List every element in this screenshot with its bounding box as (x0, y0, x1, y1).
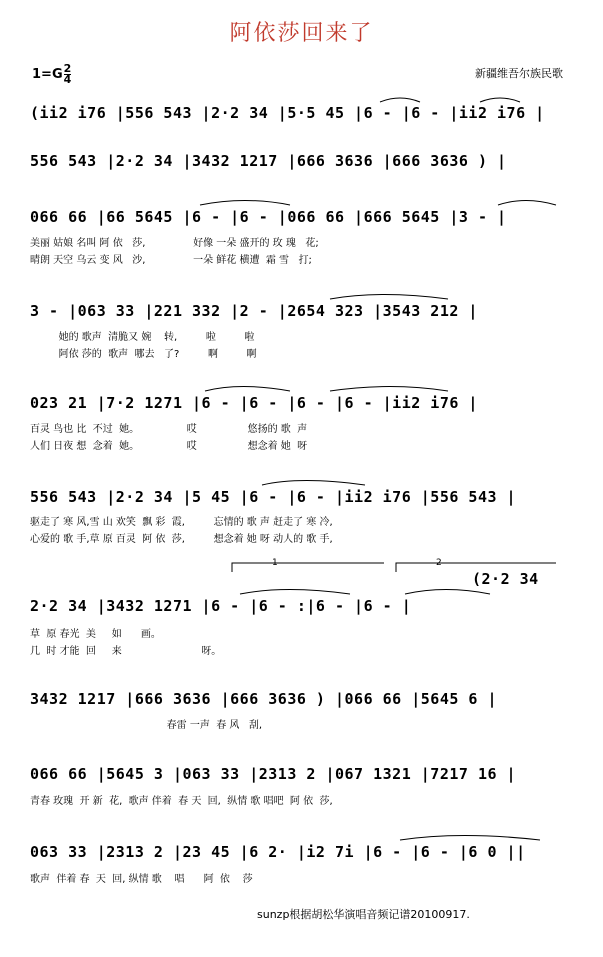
score-row-3: 066 66 |66 5645 |6 - |6 - |066 66 |666 5645 |3 - | (30, 208, 507, 226)
score-row-4: 3 - |063 33 |221 332 |2 - |2654 323 |3543 212 | (30, 302, 478, 320)
score-row-5: 023 21 |7·2 1271 |6 - |6 - |6 - |6 - |ii2 i76 | (30, 394, 478, 412)
lyrics-row-9: 青春 玫瑰 开 新 花, 歌声 伴着 春 天 回, 纵情 歌 唱吧 阿 依 莎, (30, 796, 333, 807)
slur (498, 201, 556, 206)
time-signature (64, 64, 72, 85)
slur (400, 836, 540, 841)
score-row-1: (ii2 i76 |556 543 |2·2 34 |5·5 45 |6 - |6 - |ii2 i76 | (30, 104, 545, 122)
key-signature (32, 64, 71, 85)
transcription-credit: sunzp根据胡松华演唱音频记谱20100917. (257, 908, 470, 921)
volta-bracket-1 (232, 563, 384, 572)
slur (262, 481, 365, 486)
score-row-8: 3432 1217 |666 3636 |666 3636 ) |066 66 |5645 6 | (30, 690, 498, 708)
lyrics-row-3-verse-2: 晴朗 天空 乌云 变 风 沙, 一朵 鲜花 横遭 霜 雪 打; (30, 255, 312, 266)
slur (240, 590, 350, 595)
volta-1-label: 1 (272, 558, 278, 568)
meter-bottom: 4 (63, 73, 72, 86)
lyrics-row-10: 歌声 伴着 春 天 回, 纵情 歌 唱 阿 依 莎 (30, 874, 253, 885)
slur (330, 295, 448, 300)
lyrics-row-7-verse-1: 草 原 春光 美 如 画。 (30, 629, 161, 640)
score-row-7: 2·2 34 |3432 1271 |6 - |6 - :|6 - |6 - | (30, 597, 412, 615)
lyrics-row-8: 春雷 一声 春 风 刮, (30, 720, 263, 731)
slur (480, 98, 520, 102)
ending-pickup: (2·2 34 (472, 570, 539, 588)
meter-top: 2 (63, 62, 72, 75)
lyrics-row-6-verse-2: 心爱的 歌 手,草 原 百灵 阿 依 莎, 想念着 她 呀 动人的 歌 手, (30, 534, 333, 545)
lyrics-row-6-verse-1: 驱走了 寒 风,雪 山 欢笑 飘 彩 霞, 忘情的 歌 声 赶走了 寒 冷, (30, 517, 333, 528)
score-row-6: 556 543 |2·2 34 |5 45 |6 - |6 - |ii2 i76 |556 543 | (30, 488, 517, 506)
lyrics-row-7-verse-2: 几 时 才能 回 来 呀。 (30, 646, 222, 657)
lyrics-row-5-verse-1: 百灵 鸟也 比 不过 她。 哎 悠扬的 歌 声 (30, 424, 308, 435)
lyrics-row-5-verse-2: 人们 日夜 想 念着 她。 哎 想念着 她 呀 (30, 441, 308, 452)
slur (200, 201, 290, 206)
lyrics-row-4-verse-1: 她的 歌声 清脆又 婉 转, 啦 啦 (30, 332, 255, 343)
score-row-10: 063 33 |2313 2 |23 45 |6 2· |i2 7i |6 - |6 - |6 0 || (30, 843, 526, 861)
volta-2-label: 2 (436, 558, 442, 568)
score-row-9: 066 66 |5645 3 |063 33 |2313 2 |067 1321 |7217 16 | (30, 765, 517, 783)
slur (405, 590, 490, 595)
song-origin: 新疆维吾尔族民歌 (475, 67, 563, 80)
song-title: 阿依莎回来了 (229, 21, 374, 46)
slur (380, 98, 420, 102)
key-label: 1=G (32, 67, 63, 82)
lyrics-row-4-verse-2: 阿依 莎的 歌声 哪去 了? 啊 啊 (30, 349, 257, 360)
score-row-2: 556 543 |2·2 34 |3432 1217 |666 3636 |666 3636 ) | (30, 152, 507, 170)
slur (205, 387, 290, 392)
lyrics-row-3-verse-1: 美丽 姑娘 名叫 阿 依 莎, 好像 一朵 盛开的 玫 瑰 花; (30, 238, 319, 249)
slur (330, 387, 448, 392)
